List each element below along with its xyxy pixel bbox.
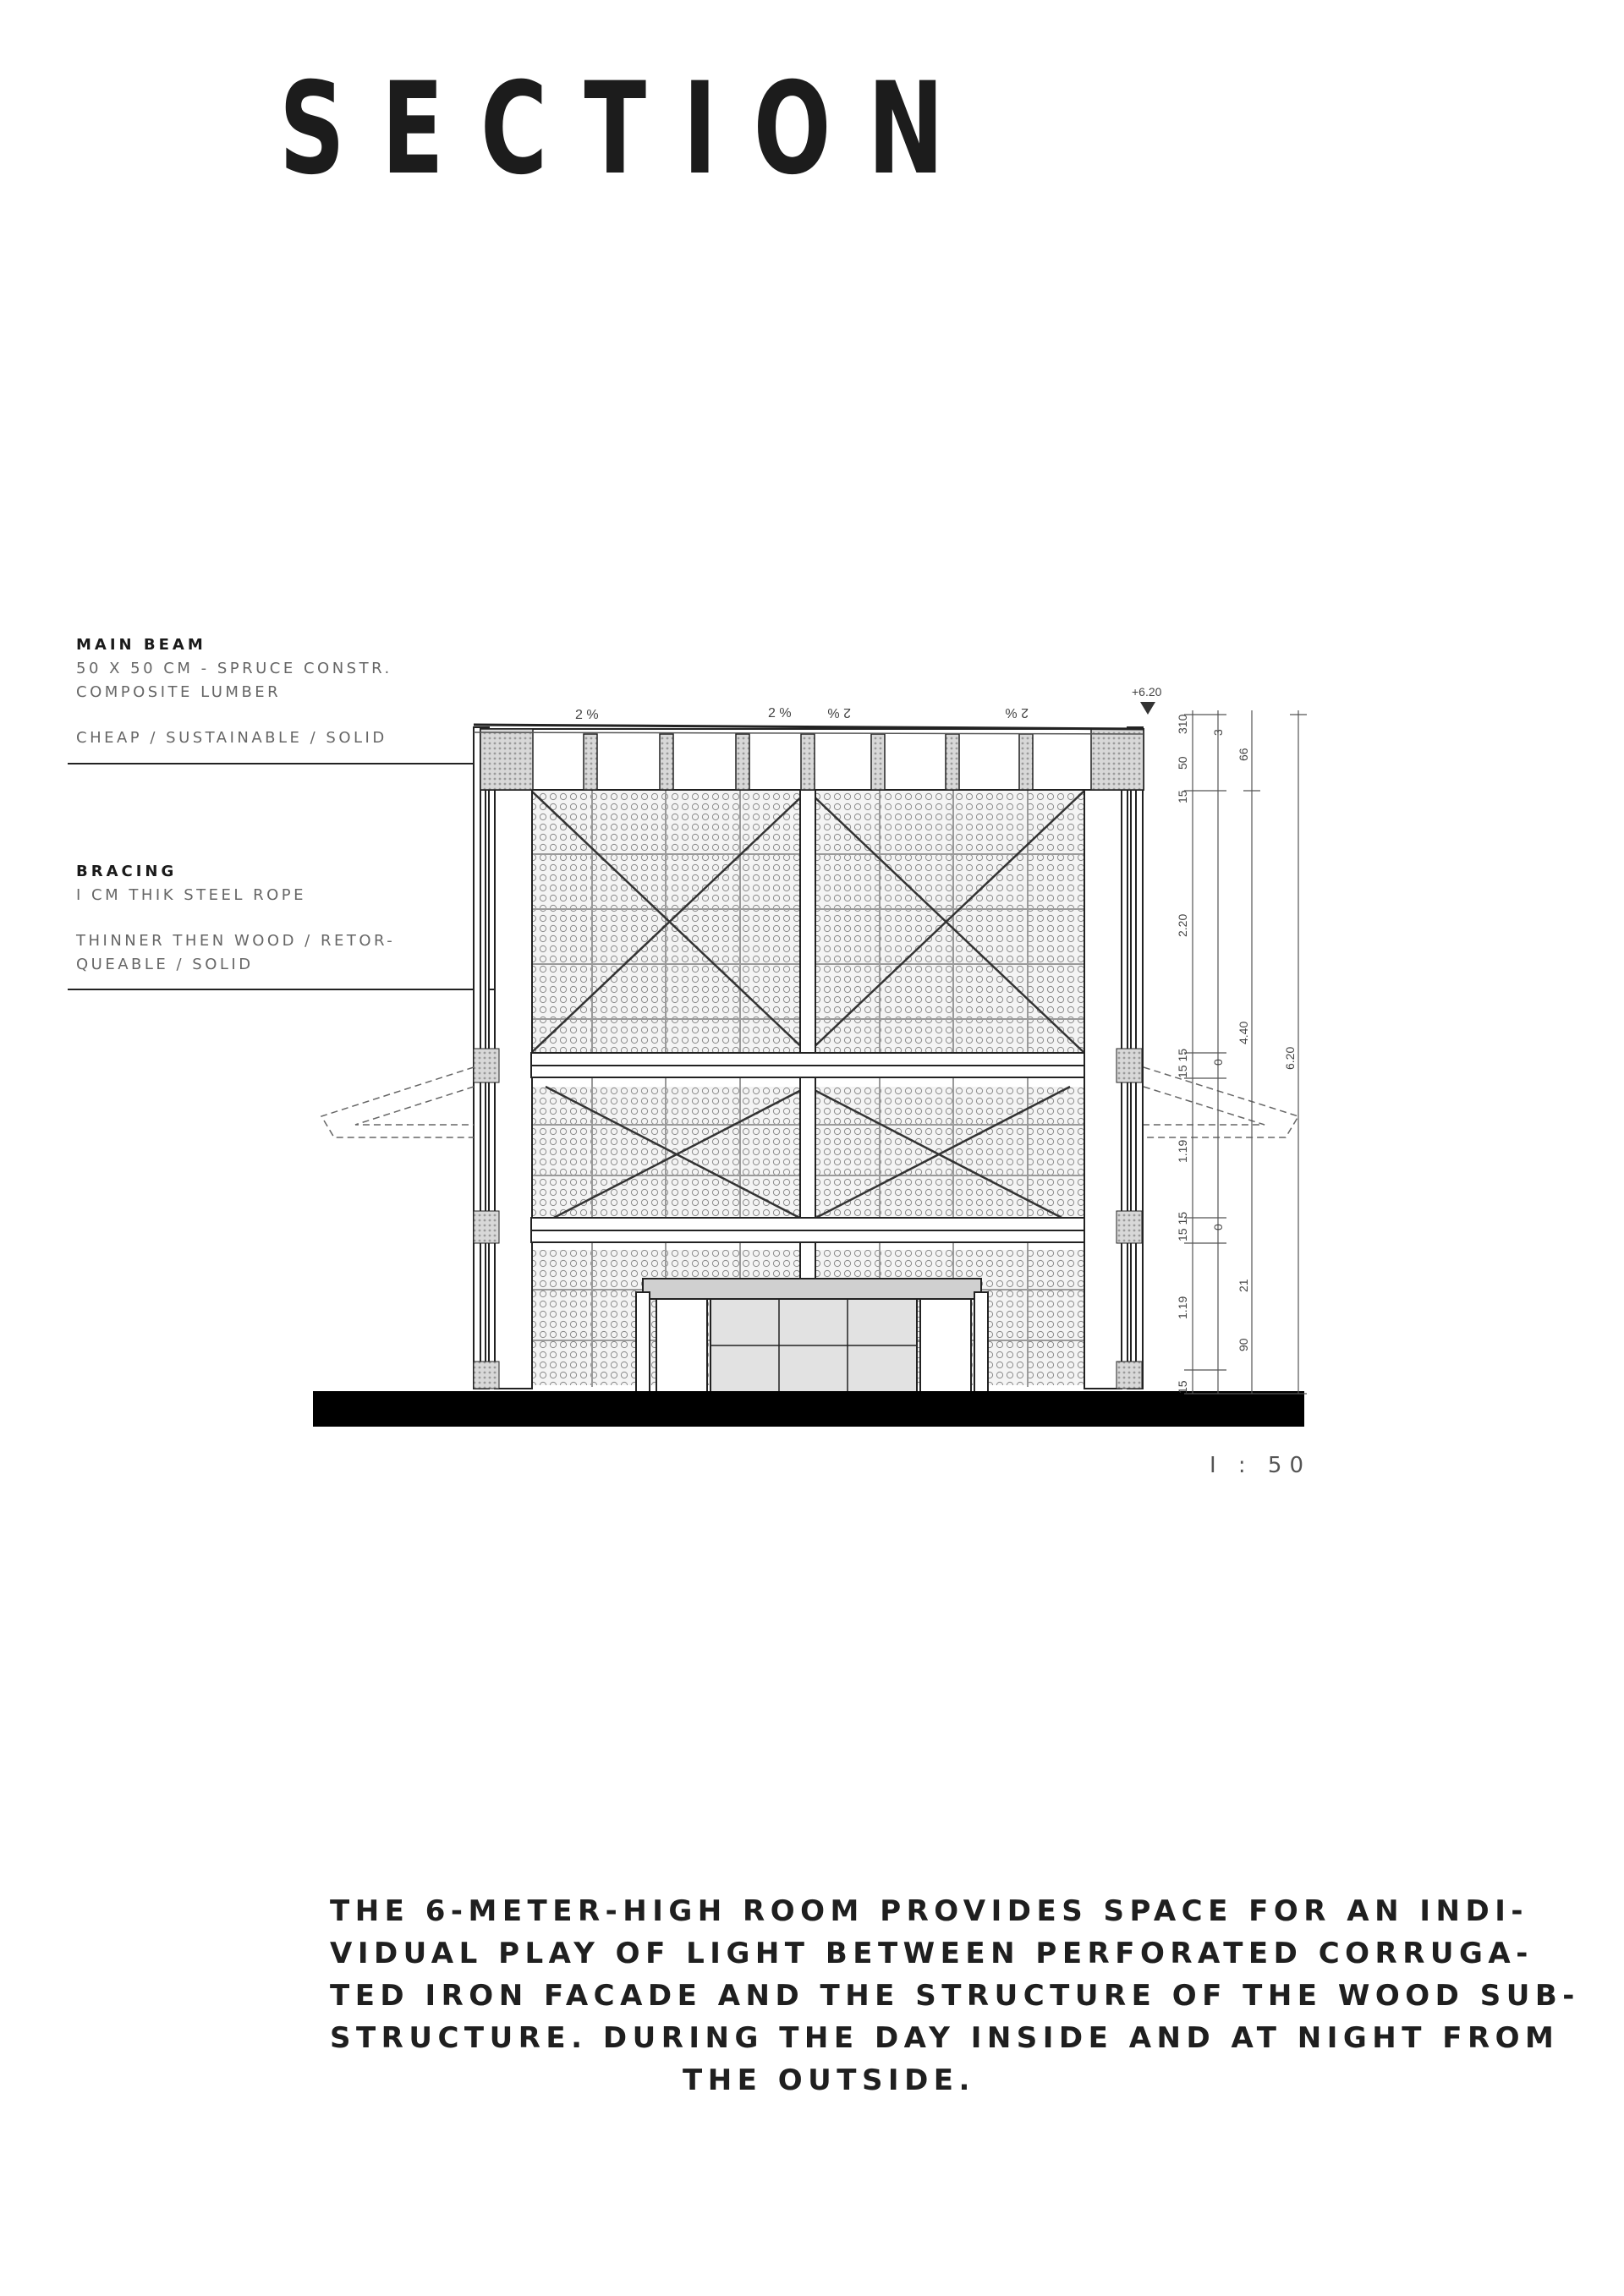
dim-15-top: 15 — [1176, 790, 1189, 803]
bracing-heading: BRACING — [76, 863, 178, 880]
upper-floor-beam — [531, 1053, 1084, 1066]
lower-floor-beam — [531, 1218, 1084, 1231]
level-mark-triangle — [1140, 702, 1155, 715]
dim-1-19-upper: 1.19 — [1176, 1139, 1189, 1163]
bracing-properties-1: THINNER THEN WOOD / RETOR- — [76, 932, 396, 950]
lower-floor-beam-2 — [531, 1230, 1084, 1242]
right-column — [1084, 786, 1122, 1389]
dim-15-bottom: 15 — [1176, 1380, 1189, 1394]
dim-0-upper: 0 — [1211, 1059, 1225, 1066]
left-column — [495, 786, 532, 1389]
counter — [636, 1279, 988, 1392]
ground-slab — [313, 1391, 1304, 1427]
dim-21: 21 — [1237, 1279, 1250, 1292]
dim-310: 310 — [1176, 714, 1189, 734]
dim-6-20: 6.20 — [1283, 1046, 1297, 1070]
roof-slope-2: 2 % — [768, 706, 792, 721]
dim-66: 66 — [1237, 748, 1250, 761]
main-beam-heading: MAIN BEAM — [76, 636, 206, 654]
description — [330, 1890, 1580, 2101]
description-line-5: THE OUTSIDE. — [683, 2063, 975, 2097]
dim-90: 90 — [1237, 1338, 1250, 1351]
description-line-1: THE 6-METER-HIGH ROOM PROVIDES SPACE FOR AN INDI- — [330, 1894, 1528, 1928]
dim-15-15-lower: 15 15 — [1176, 1211, 1189, 1241]
roof-slope-1: 2 % — [575, 708, 599, 722]
mid-floor-beam — [531, 1066, 1084, 1077]
dim-1-19-lower: 1.19 — [1176, 1296, 1189, 1319]
main-beam-zone — [474, 725, 1144, 790]
main-beam-material: COMPOSITE LUMBER — [76, 683, 282, 701]
dim-15-15-upper: 15 15 — [1176, 1048, 1189, 1078]
bracing-spec: I CM THIK STEEL ROPE — [76, 886, 307, 904]
page-title: SECTION — [279, 56, 981, 203]
description-line-3: TED IRON FACADE AND THE STRUCTURE OF THE WOOD SUB- — [330, 1979, 1580, 2013]
dim-2-20: 2.20 — [1176, 913, 1189, 937]
bracing-properties-2: QUEABLE / SOLID — [76, 956, 254, 973]
main-beam-properties: CHEAP / SUSTAINABLE / SOLID — [76, 729, 387, 747]
dim-4-40: 4.40 — [1237, 1021, 1250, 1044]
description-line-4: STRUCTURE. DURING THE DAY INSIDE AND AT NIGHT FROM — [330, 2021, 1560, 2055]
dim-3: 3 — [1211, 729, 1225, 736]
dimension-texts — [1176, 714, 1297, 1394]
level-mark-label: +6.20 — [1132, 685, 1162, 699]
scale-label: I : 50 — [1209, 1453, 1311, 1478]
roof-slope-4: 2 % — [1005, 705, 1029, 720]
dim-50: 50 — [1176, 756, 1189, 770]
description-line-2: VIDUAL PLAY OF LIGHT BETWEEN PERFORATED CORRUGA- — [330, 1937, 1533, 1970]
roof-slope-3: 2 % — [827, 705, 851, 720]
dim-0-lower: 0 — [1211, 1224, 1225, 1230]
main-beam-spec: 50 X 50 CM - SPRUCE CONSTR. — [76, 660, 392, 677]
